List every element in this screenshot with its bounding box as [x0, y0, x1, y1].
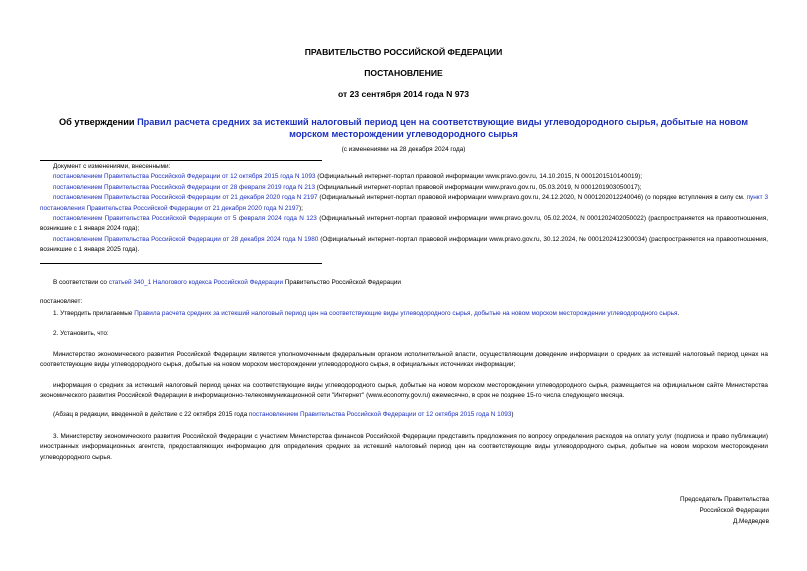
signature-org: Российской Федерации	[699, 507, 769, 514]
document-title	[40, 116, 767, 140]
resolves-text: постановляет:	[40, 298, 83, 305]
change-text: (Официальный интернет-портал правовой информации www.pravo.gov.ru, 05.03.2019, N 0001201903050017);	[315, 183, 642, 191]
government-header: ПРАВИТЕЛЬСТВО РОССИЙСКОЙ ФЕДЕРАЦИИ	[304, 47, 503, 57]
paragraph-2b: информация о средних за истекший налоговый период ценах на соответствующие виды углеводородного сырья, добытые на новом морском месторождении углеводородного сырья, размещается на официальном сайте Министерства экономического развития Российской Федерации в информационно-телекоммуникационной сети "Интернет" (www.economy.gov.ru) ежемесячно, в срок не позднее 15-го числа следующего месяца.	[40, 382, 768, 400]
basis-prefix: В соответствии со	[53, 279, 109, 286]
signature-name: Д.Медведев	[732, 518, 769, 525]
edition-note: (с изменениями на 28 декабря 2024 года)	[341, 146, 466, 153]
paragraph-2b-note	[53, 410, 768, 420]
change-item	[40, 235, 768, 256]
change-link-1980[interactable]: постановлением Правительства Российской Федерации от 28 декабря 2024 года N 1980	[53, 235, 319, 243]
note-link-1093[interactable]: постановлением Правительства Российской Федерации от 12 октября 2015 года N 1093	[248, 411, 512, 418]
changes-intro: Документ с изменениями, внесенными:	[53, 163, 171, 170]
paragraph-2a: Министерство экономического развития Российской Федерации является уполномоченным федеральным органом исполнительной власти, осуществляющим доведение информации о средних за истекший налоговый период ценах на соответствующие виды углеводородного сырья, добытые на новом морском месторождении углеводородного сырья, в официальных источниках информации;	[40, 351, 768, 369]
title-prefix: Об утверждении	[58, 117, 138, 127]
title-rules-link[interactable]: Правил расчета средних за истекший налоговый период цен на соответствующие виды углеводородного сырья, добытые на новом морском месторождении углеводородного сырья	[137, 117, 748, 139]
p1-suffix: .	[677, 310, 680, 317]
separator-bottom	[40, 263, 322, 264]
change-text: (Официальный интернет-портал правовой информации www.pravo.gov.ru, 30.12.2024, № 0001202412300034) (распространяется на правоотношения, возникшие с 1 января 2025 года).	[40, 235, 768, 254]
change-text: (Официальный интернет-портал правовой информации www.pravo.gov.ru, 24.12.2020, N 0001202012240046) (о порядке вступления в силу см.	[317, 194, 747, 202]
change-item	[40, 214, 768, 235]
p1-prefix: 1. Утвердить прилагаемые	[53, 310, 135, 317]
paragraph-2: 2. Установить, что:	[53, 330, 109, 337]
change-link-213[interactable]: постановлением Правительства Российской Федерации от 28 февраля 2019 года N 213	[53, 183, 316, 191]
change-text: (Официальный интернет-портал правовой информации www.pravo.gov.ru, 05.02.2024, N 0001202402050022) (распространяется на правоотношения, возникшие с 1 января 2024 года);	[40, 215, 768, 233]
change-link-2197[interactable]: постановлением Правительства Российской Федерации от 21 декабря 2020 года N 2197	[53, 194, 318, 202]
document-type: ПОСТАНОВЛЕНИЕ	[364, 68, 443, 78]
changes-block	[40, 162, 768, 256]
basis-suffix: Правительство Российской Федерации	[283, 279, 401, 286]
paragraph-3: 3. Министерству экономического развития Российской Федерации с участием Министерства финансов Российской Федерации представить предложения по вопросу определения расходов на оплату услуг (подписка и право публикации) иностранных информационных агентств, предоставляющих информацию для определения средних за истекший налоговый период цен на соответствующие виды углеводородного сырья, добытые на новом морском месторождении углеводородного сырья.	[40, 433, 768, 461]
signature-title: Председатель Правительства	[680, 496, 769, 503]
note-suffix: )	[511, 411, 514, 418]
signature-block	[680, 494, 769, 527]
basis-paragraph	[53, 278, 768, 288]
paragraph-1	[53, 309, 768, 319]
change-text: (Официальный интернет-портал правовой информации www.pravo.gov.ru, 14.10.2015, N 0001201510140019);	[315, 173, 643, 181]
change-link-2197-p3[interactable]: пункт 3 постановления Правительства Российской Федерации от 21 декабря 2020 года N 2197	[40, 194, 768, 212]
change-item	[53, 172, 768, 182]
rules-link[interactable]: Правила расчета средних за истекший налоговый период цен на соответствующие виды углеводородного сырья, добытые на новом морском месторождении углеводородного сырья	[134, 310, 678, 317]
tax-code-article-link[interactable]: статьей 340_1 Налогового кодекса Российской Федерации	[108, 279, 284, 286]
change-text: );	[298, 204, 303, 212]
change-link-1093[interactable]: постановлением Правительства Российской Федерации от 12 октября 2015 года N 1093	[53, 173, 316, 181]
note-prefix: (Абзац в редакции, введенной в действие с 22 октября 2015 года	[53, 411, 249, 418]
change-link-123[interactable]: постановлением Правительства Российской Федерации от 5 февраля 2024 года N 123	[53, 215, 317, 223]
document-date-number: от 23 сентября 2014 года N 973	[337, 89, 470, 99]
separator-top	[40, 160, 322, 161]
change-item	[53, 183, 768, 193]
change-item	[40, 193, 768, 214]
